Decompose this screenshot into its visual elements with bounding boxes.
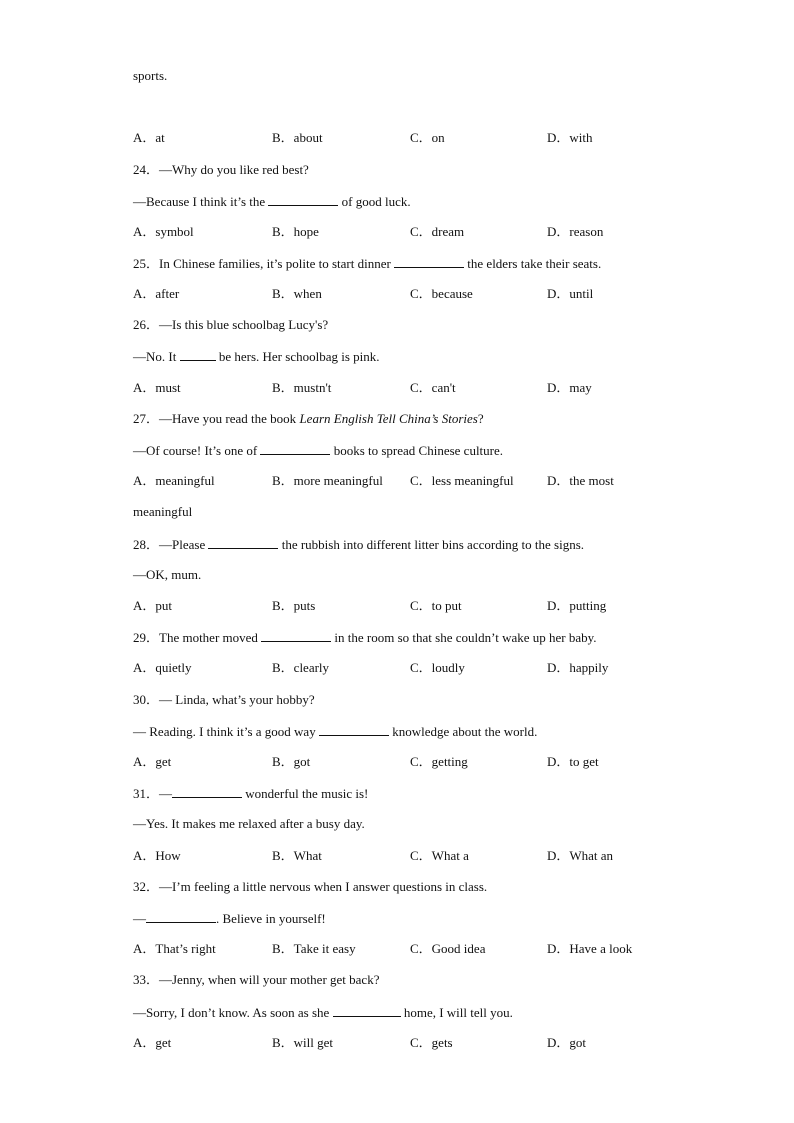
q23-options bbox=[133, 129, 693, 147]
q27-option-b[interactable]: B．more meaningful bbox=[272, 473, 383, 488]
q24-stem bbox=[133, 161, 309, 179]
q23-option-a[interactable]: A．at bbox=[133, 130, 165, 145]
q27-option-a[interactable]: A．meaningful bbox=[133, 473, 215, 488]
q29-stem-pre: 29．The mother moved bbox=[133, 630, 262, 645]
q32-options bbox=[133, 940, 693, 958]
q31-stem-pre: 31．— bbox=[133, 786, 173, 801]
q27-stem-pre: 27．—Have you read the book bbox=[133, 411, 300, 426]
q29-options bbox=[133, 659, 693, 677]
q30-options bbox=[133, 753, 693, 771]
q33-stem bbox=[133, 971, 379, 989]
q32-answer-blank bbox=[146, 909, 216, 923]
q27-option-d-wrap bbox=[133, 503, 192, 521]
q25-option-c[interactable]: C．because bbox=[410, 286, 473, 301]
q30-stem bbox=[133, 691, 315, 709]
q32-reply bbox=[133, 909, 326, 927]
q25-stem bbox=[133, 254, 601, 272]
q27-reply-pre: —Of course! It’s one of bbox=[133, 443, 261, 458]
q28-reply-text: —OK, mum. bbox=[133, 567, 202, 582]
q30-option-c[interactable]: C．getting bbox=[410, 754, 468, 769]
q31-stem-post: wonderful the music is! bbox=[242, 786, 369, 801]
q33-answer-blank bbox=[333, 1003, 401, 1017]
q26-answer-blank bbox=[180, 347, 216, 361]
q29-stem-post: in the room so that she couldn’t wake up her baby. bbox=[331, 630, 597, 645]
q31-option-b[interactable]: B．What bbox=[272, 848, 322, 863]
q30-option-d[interactable]: D．to get bbox=[547, 754, 599, 769]
q24-reply-pre: —Because I think it’s the bbox=[133, 194, 269, 209]
q25-option-d[interactable]: D．until bbox=[547, 286, 594, 301]
q31-stem bbox=[133, 784, 368, 802]
q27-option-d[interactable]: D．the most bbox=[547, 473, 614, 488]
q23-option-b[interactable]: B．about bbox=[272, 130, 323, 145]
q30-option-a[interactable]: A．get bbox=[133, 754, 172, 769]
q28-stem-pre: 28．—Please bbox=[133, 537, 209, 552]
q27-answer-blank bbox=[260, 441, 330, 455]
q24-stem-text: 24．—Why do you like red best? bbox=[133, 162, 309, 177]
q27-option-d-wrap-text: meaningful bbox=[133, 504, 193, 519]
q32-stem-text: 32．—I’m feeling a little nervous when I answer questions in class. bbox=[133, 879, 488, 894]
q33-stem-text: 33．—Jenny, when will your mother get back? bbox=[133, 972, 380, 987]
q31-option-a[interactable]: A．How bbox=[133, 848, 181, 863]
q28-option-b[interactable]: B．puts bbox=[272, 598, 316, 613]
q23-stem-text: sports. bbox=[133, 68, 168, 83]
q33-options bbox=[133, 1034, 693, 1052]
q32-stem bbox=[133, 878, 487, 896]
q26-option-d[interactable]: D．may bbox=[547, 380, 592, 395]
q29-answer-blank bbox=[261, 628, 331, 642]
q26-option-c[interactable]: C．can't bbox=[410, 380, 456, 395]
q26-reply bbox=[133, 347, 380, 365]
q29-option-d[interactable]: D．happily bbox=[547, 660, 609, 675]
q24-option-b[interactable]: B．hope bbox=[272, 224, 319, 239]
q33-option-b[interactable]: B．will get bbox=[272, 1035, 334, 1050]
q30-option-b[interactable]: B．got bbox=[272, 754, 311, 769]
q26-reply-pre: —No. It bbox=[133, 349, 180, 364]
q28-stem-post: the rubbish into different litter bins according to the signs. bbox=[278, 537, 585, 552]
q33-reply-post: home, I will tell you. bbox=[400, 1005, 513, 1020]
q28-answer-blank bbox=[208, 535, 278, 549]
q25-answer-blank bbox=[394, 254, 464, 268]
q32-option-b[interactable]: B．Take it easy bbox=[272, 941, 356, 956]
q31-reply-text: —Yes. It makes me relaxed after a busy day. bbox=[133, 816, 365, 831]
q26-stem-text: 26．—Is this blue schoolbag Lucy's? bbox=[133, 317, 329, 332]
q25-options bbox=[133, 285, 693, 303]
q27-reply bbox=[133, 441, 503, 459]
q29-option-b[interactable]: B．clearly bbox=[272, 660, 330, 675]
q24-reply bbox=[133, 192, 411, 210]
q26-option-b[interactable]: B．mustn't bbox=[272, 380, 332, 395]
q31-option-c[interactable]: C．What a bbox=[410, 848, 469, 863]
q31-option-d[interactable]: D．What an bbox=[547, 848, 614, 863]
q30-reply bbox=[133, 722, 537, 740]
q27-option-c[interactable]: C．less meaningful bbox=[410, 473, 514, 488]
q30-stem-text: 30．— Linda, what’s your hobby? bbox=[133, 692, 315, 707]
q24-reply-post: of good luck. bbox=[338, 194, 411, 209]
q30-reply-post: knowledge about the world. bbox=[388, 724, 538, 739]
q25-option-b[interactable]: B．when bbox=[272, 286, 322, 301]
q26-reply-post: be hers. Her schoolbag is pink. bbox=[215, 349, 380, 364]
q27-options bbox=[133, 472, 693, 490]
q23-option-c[interactable]: C．on bbox=[410, 130, 445, 145]
q30-reply-pre: — Reading. I think it’s a good way bbox=[133, 724, 319, 739]
q32-option-d[interactable]: D．Have a look bbox=[547, 941, 633, 956]
q24-option-a[interactable]: A．symbol bbox=[133, 224, 194, 239]
q26-options bbox=[133, 379, 693, 397]
q24-option-c[interactable]: C．dream bbox=[410, 224, 465, 239]
q24-answer-blank bbox=[268, 192, 338, 206]
q33-option-a[interactable]: A．get bbox=[133, 1035, 172, 1050]
q25-stem-post: the elders take their seats. bbox=[464, 256, 602, 271]
q24-options bbox=[133, 223, 693, 241]
q32-option-a[interactable]: A．That’s right bbox=[133, 941, 216, 956]
q24-option-d[interactable]: D．reason bbox=[547, 224, 604, 239]
q28-option-c[interactable]: C．to put bbox=[410, 598, 462, 613]
q25-option-a[interactable]: A．after bbox=[133, 286, 180, 301]
q25-stem-pre: 25．In Chinese families, it’s polite to start dinner bbox=[133, 256, 395, 271]
q27-reply-post: books to spread Chinese culture. bbox=[330, 443, 504, 458]
q33-reply bbox=[133, 1003, 513, 1021]
q32-option-c[interactable]: C．Good idea bbox=[410, 941, 486, 956]
q27-stem-post: ? bbox=[477, 411, 484, 426]
q27-book-title: Learn English Tell China’s Stories bbox=[299, 411, 478, 426]
q31-reply bbox=[133, 815, 365, 833]
q32-reply-pre: — bbox=[133, 911, 146, 926]
q33-option-c[interactable]: C．gets bbox=[410, 1035, 453, 1050]
q28-reply bbox=[133, 566, 201, 584]
q30-answer-blank bbox=[319, 722, 389, 736]
q27-stem bbox=[133, 410, 484, 428]
q32-reply-post: . Believe in yourself! bbox=[216, 911, 326, 926]
q31-options bbox=[133, 847, 693, 865]
q28-stem bbox=[133, 535, 584, 553]
q23-option-d[interactable]: D．with bbox=[547, 130, 593, 145]
q33-option-d[interactable]: D．got bbox=[547, 1035, 587, 1050]
q29-stem bbox=[133, 628, 597, 646]
q23-stem-end bbox=[133, 67, 167, 85]
q28-option-d[interactable]: D．putting bbox=[547, 598, 607, 613]
q29-option-c[interactable]: C．loudly bbox=[410, 660, 465, 675]
q29-option-a[interactable]: A．quietly bbox=[133, 660, 192, 675]
q28-options bbox=[133, 597, 693, 615]
q26-stem bbox=[133, 316, 328, 334]
q31-answer-blank bbox=[172, 784, 242, 798]
q26-option-a[interactable]: A．must bbox=[133, 380, 181, 395]
q28-option-a[interactable]: A．put bbox=[133, 598, 173, 613]
q33-reply-pre: —Sorry, I don’t know. As soon as she bbox=[133, 1005, 333, 1020]
